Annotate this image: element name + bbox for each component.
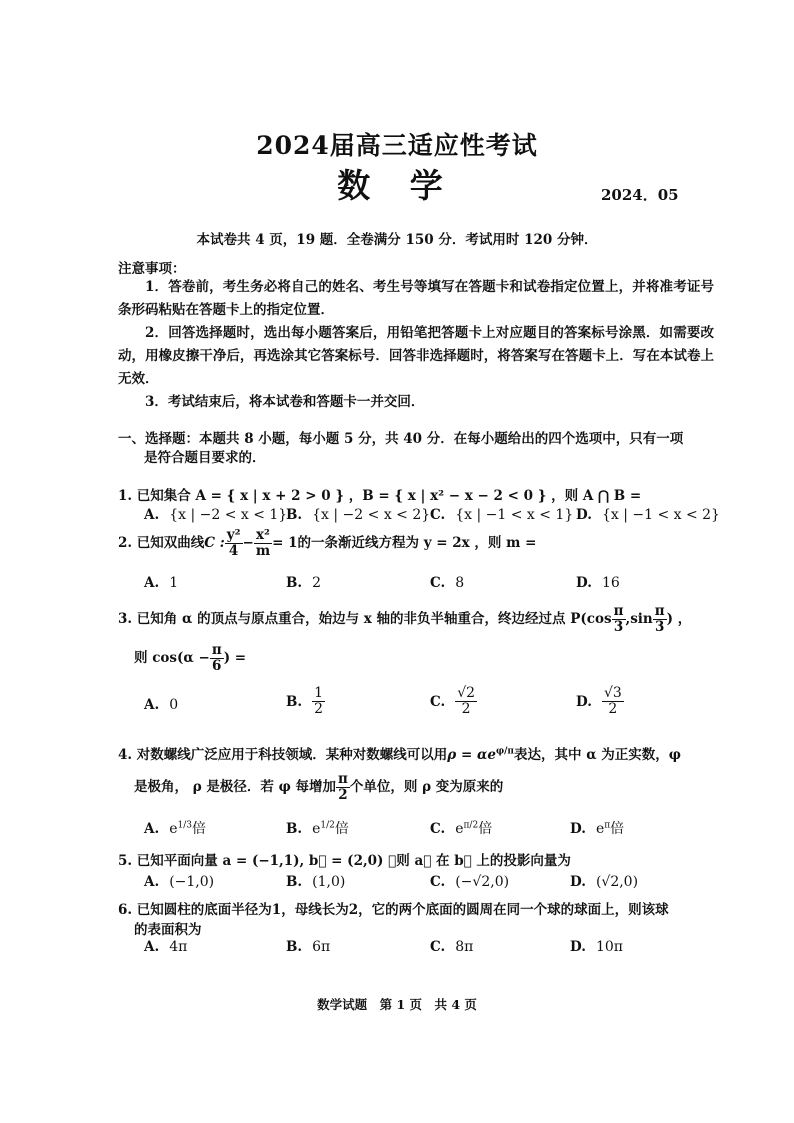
- option-label: A.: [144, 575, 160, 591]
- fraction: [336, 772, 350, 803]
- question-stem: 已知集合 A = { x | x + 2 > 0 } ，B = { x | x² − x − 2 < 0 } ，则 A ⋂ B =: [136, 488, 642, 504]
- option-text: (1,0): [312, 874, 346, 890]
- fraction: [455, 686, 477, 718]
- option-suffix: 倍: [191, 821, 206, 837]
- question-3: [118, 604, 691, 635]
- q4-option-d: [570, 818, 624, 838]
- option-label: B.: [286, 693, 303, 710]
- q6-option-d: [570, 939, 623, 955]
- q6-option-a: [144, 939, 187, 955]
- q4-option-a: [144, 818, 206, 838]
- numerator: π: [211, 642, 222, 658]
- q5-option-a: [144, 874, 214, 890]
- question-number: 5.: [118, 853, 133, 869]
- denominator: 2: [461, 701, 471, 718]
- q4-option-c: [430, 818, 492, 838]
- option-label: D.: [570, 821, 586, 837]
- question-number: 3.: [118, 610, 133, 627]
- option-label: C.: [430, 507, 446, 523]
- q1-option-a: [144, 507, 287, 523]
- note-item-1: 1．答卷前，考生务必将自己的姓名、考生号等填写在答题卡和试卷指定位置上，并将准考证号条形码粘贴在答题卡上的指定位置．: [118, 279, 714, 318]
- page-footer: 数学试题 第 1 页 共 4 页: [317, 997, 477, 1012]
- q1-option-b: [286, 507, 430, 523]
- option-label: D.: [570, 939, 586, 955]
- option-label: B.: [286, 575, 303, 591]
- q1-option-d: [576, 507, 720, 523]
- denominator: 2: [608, 701, 618, 718]
- option-label: D.: [576, 507, 592, 523]
- close-paren: ) ，: [666, 610, 692, 627]
- question-6-line2: [134, 918, 202, 938]
- option-suffix: 倍: [334, 821, 349, 837]
- spiral-formula: ρ = αe: [447, 747, 496, 763]
- question-stem-end: ) =: [223, 649, 247, 666]
- option-text: (√2,0): [595, 874, 639, 890]
- q5-option-b: [286, 874, 345, 890]
- question-stem: 已知平面向量 a = (−1,1), b⃗ = (2,0) ，则 a⃗ 在 b⃗ 上的投影向量为: [136, 853, 571, 869]
- note-item-3: 3．考试结束后，将本试卷和答题卡一并交回．: [145, 394, 425, 410]
- option-text: (−1,0): [169, 874, 215, 890]
- q6-option-b: [286, 939, 330, 955]
- denominator: 2: [338, 786, 348, 803]
- sin-text: ,sin: [625, 610, 653, 627]
- numerator: π: [654, 603, 665, 619]
- question-stem-cont: 是极角， ρ 是极径．若 φ 每增加: [134, 778, 336, 795]
- question-stem: 已知圆柱的底面半径为1，母线长为2，它的两个底面的圆周在同一个球的球面上，则该球: [136, 902, 669, 918]
- numerator: y²: [226, 527, 241, 543]
- denominator: 3: [613, 618, 624, 635]
- section-heading-cont: 是符合题目要求的．: [144, 450, 266, 466]
- fraction: [312, 686, 325, 718]
- minus-sign: −: [242, 534, 254, 551]
- option-text: {x | −2 < x < 1}: [169, 507, 288, 523]
- notes-heading: 注意事项：: [118, 261, 186, 277]
- option-label: D.: [576, 575, 592, 591]
- option-label: B.: [286, 821, 303, 837]
- option-exponent: π: [604, 820, 611, 831]
- formula-exponent: φ/π: [495, 746, 514, 757]
- numerator: π: [338, 771, 348, 787]
- option-label: D.: [570, 874, 586, 890]
- section-heading: 一、选择题：本题共 8 小题，每小题 5 分，共 40 分．在每小题给出的四个选项中，只有一项: [118, 431, 684, 447]
- question-2: [118, 528, 536, 559]
- numerator: √2: [457, 685, 476, 701]
- denominator: 6: [212, 657, 222, 674]
- question-1: [118, 484, 641, 504]
- question-number: 4.: [118, 747, 133, 763]
- option-base: e: [595, 821, 605, 837]
- option-text: 1: [169, 575, 179, 591]
- q3-option-a: [144, 697, 178, 713]
- exam-date: 2024．05: [601, 186, 679, 204]
- option-label: A.: [144, 507, 160, 523]
- q2-option-c: [430, 575, 464, 591]
- fraction: [653, 604, 667, 635]
- denominator: 2: [314, 701, 324, 718]
- option-text: 6π: [312, 939, 331, 955]
- denominator: m: [255, 542, 271, 559]
- option-exponent: π/2: [463, 820, 479, 831]
- numerator: 1: [314, 685, 324, 701]
- option-text: {x | −1 < x < 1}: [455, 507, 574, 523]
- question-stem-cont: 则 cos(α −: [134, 649, 210, 666]
- q2-option-b: [286, 575, 321, 591]
- curve-name: C :: [204, 534, 225, 551]
- q4-option-b: [286, 818, 349, 838]
- option-text: 16: [601, 575, 620, 591]
- option-label: B.: [286, 507, 303, 523]
- option-label: A.: [144, 697, 160, 713]
- option-suffix: 倍: [610, 821, 625, 837]
- option-base: e: [455, 821, 464, 837]
- q2-option-d: [576, 575, 620, 591]
- numerator: x²: [254, 528, 272, 544]
- option-label: D.: [576, 693, 592, 710]
- question-stem-cont: 表达，其中 α 为正实数，φ: [514, 747, 682, 763]
- q6-option-c: [430, 939, 473, 955]
- question-stem: 对数螺线广泛应用于科技领域．某种对数螺线可以用: [136, 747, 448, 763]
- fraction: [254, 528, 272, 559]
- option-label: B.: [286, 874, 303, 890]
- option-label: A.: [144, 939, 160, 955]
- option-text: 0: [169, 697, 179, 713]
- question-stem-cont: 的表面积为: [134, 922, 202, 938]
- option-text: 2: [312, 575, 322, 591]
- question-5: [118, 849, 571, 869]
- question-stem: 已知双曲线: [136, 534, 205, 551]
- numerator: √3: [603, 685, 622, 701]
- option-exponent: 1/3: [177, 820, 192, 831]
- q5-option-d: [570, 874, 638, 890]
- option-text: 8: [455, 575, 465, 591]
- denominator: 4: [228, 542, 239, 559]
- question-stem: 已知角 α 的顶点与原点重合，始边与 x 轴的非负半轴重合，终边经过点 P(cos: [136, 610, 612, 627]
- option-suffix: 倍: [478, 821, 493, 837]
- exam-intro: 本试卷共 4 页，19 题．全卷满分 150 分．考试用时 120 分钟．: [196, 232, 598, 248]
- option-text: 10π: [595, 939, 623, 955]
- q2-option-a: [144, 575, 178, 591]
- denominator: 3: [654, 618, 665, 635]
- question-stem-cont: = 1的一条渐近线方程为 y = 2x ，则 m =: [272, 534, 537, 551]
- fraction: [602, 686, 624, 718]
- numerator: π: [613, 603, 624, 619]
- option-label: B.: [286, 939, 303, 955]
- exam-title: 2024届高三适应性考试: [256, 131, 538, 160]
- q3-option-c: [430, 686, 477, 718]
- fraction: [612, 604, 626, 635]
- question-number: 1.: [118, 488, 133, 504]
- fraction: [210, 643, 224, 674]
- fraction: [225, 528, 243, 559]
- option-label: C.: [430, 874, 446, 890]
- question-4: [118, 743, 681, 763]
- option-text: {x | −1 < x < 2}: [601, 507, 720, 523]
- question-number: 6.: [118, 902, 133, 918]
- option-label: C.: [430, 821, 446, 837]
- question-6: [118, 898, 669, 918]
- option-text: 8π: [455, 939, 474, 955]
- option-text: {x | −2 < x < 2}: [312, 507, 431, 523]
- q5-option-c: [430, 874, 509, 890]
- q1-option-c: [430, 507, 573, 523]
- option-text: (−√2,0): [455, 874, 510, 890]
- question-stem-end: 个单位，则 ρ 变为原来的: [349, 778, 504, 795]
- option-label: C.: [430, 939, 446, 955]
- question-3-line2: [134, 643, 246, 674]
- option-base: e: [169, 821, 178, 837]
- option-label: A.: [144, 821, 160, 837]
- option-text: 4π: [169, 939, 188, 955]
- option-label: C.: [430, 575, 446, 591]
- note-item-2: 2．回答选择题时，选出每小题答案后，用铅笔把答题卡上对应题目的答案标号涂黑．如需要改动，用橡皮擦干净后，再选涂其它答案标号．回答非选择题时，将答案写在答题卡上．写在本试卷上无效．: [118, 325, 714, 387]
- option-label: A.: [144, 874, 160, 890]
- option-base: e: [312, 821, 321, 837]
- option-label: C.: [430, 693, 446, 710]
- question-4-line2: [134, 772, 503, 803]
- question-number: 2.: [118, 534, 133, 551]
- q3-option-b: [286, 686, 325, 718]
- subject-title: 数 学: [337, 166, 457, 205]
- option-exponent: 1/2: [320, 820, 335, 831]
- q3-option-d: [576, 686, 624, 718]
